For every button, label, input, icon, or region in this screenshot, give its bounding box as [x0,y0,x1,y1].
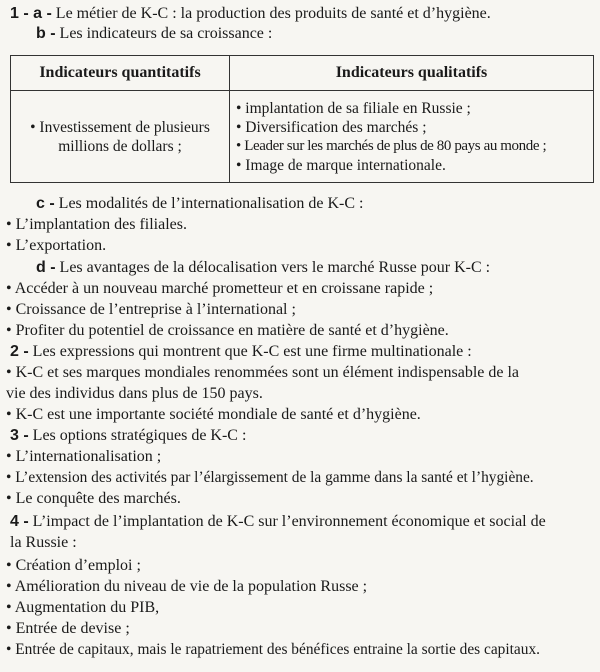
q3-text: Les options stratégiques de K-C : [32,427,247,444]
q4-line [10,512,546,532]
list-item: • Amélioration du niveau de vie de la population Russe ; [6,578,368,595]
list-item: • K-C et ses marques mondiales renommées sont un élément indispensable de la [6,364,520,381]
list-item: • Création d’emploi ; [6,557,141,574]
header-quantitative: Indicateurs quantitatifs [11,56,230,91]
list-item: • K-C est une importante société mondiale de santé et d’hygiène. [6,406,421,423]
q1c-text: Les modalités de l’internationalisation de K-C : [58,195,364,212]
q3-number: 3 - [10,427,29,444]
q1d-line [36,258,490,278]
list-item: • Entrée de devise ; [6,620,130,637]
table-header-row [11,56,594,91]
qualitative-item: • Diversification des marchés ; [236,118,427,136]
qualitative-item: • Image de marque internationale. [236,156,446,174]
q1b-number: b - [36,25,56,42]
list-item: • Le conquête des marchés. [6,490,181,507]
q1b-line [36,24,272,44]
quantitative-line: • Investissement de plusieurs [30,118,210,136]
qualitative-item: • implantation de sa filiale en Russie ; [236,99,471,117]
q1a-number: 1 - a - [10,5,52,22]
q1a-line [10,4,491,24]
q1c-number: c - [36,195,55,212]
qualitative-item: • Leader sur les marchés de plus de 80 pays au monde ; [236,137,547,154]
q1b-text: Les indicateurs de sa croissance : [59,25,273,42]
list-item: • L’internationalisation ; [6,448,162,465]
list-item: • Augmentation du PIB, [6,599,160,616]
list-item: • L’extension des activités par l’élargissement de la gamme dans la santé et l’hygiène. [6,469,534,486]
q1d-text: Les avantages de la délocalisation vers le marché Russe pour K-C : [59,259,491,276]
q4-text: L’impact de l’implantation de K-C sur l’environnement économique et social de [32,513,546,530]
table-row [11,91,594,183]
q2-text: Les expressions qui montrent que K-C est une firme multinationale : [32,343,472,360]
qualitative-cell [230,91,594,183]
q2-line [10,342,472,362]
list-item: • Entrée de capitaux, mais le rapatriement des bénéfices entraine la sortie des capitaux. [6,641,540,658]
quantitative-line: millions de dollars ; [58,137,182,155]
list-item: • Accéder à un nouveau marché prometteur et en croissane rapide ; [6,280,434,297]
q3-line [10,426,246,446]
list-item: • Profiter du potentiel de croissance en matière de santé et d’hygiène. [6,322,449,339]
list-item: • Croissance de l’entreprise à l’international ; [6,301,296,318]
quantitative-cell [11,91,230,183]
q1a-text: Le métier de K-C : la production des produits de santé et d’hygiène. [55,5,491,22]
q2-number: 2 - [10,343,29,360]
q1c-line [36,194,363,214]
q4-number: 4 - [10,513,29,530]
list-item: vie des individus dans plus de 150 pays. [6,385,263,402]
list-item: • L’exportation. [6,237,107,254]
q1d-number: d - [36,259,56,276]
header-qualitative: Indicateurs qualitatifs [230,56,594,91]
list-item: • L’implantation des filiales. [6,216,187,233]
q4-line-2: la Russie : [10,534,77,551]
indicators-table [10,55,594,183]
